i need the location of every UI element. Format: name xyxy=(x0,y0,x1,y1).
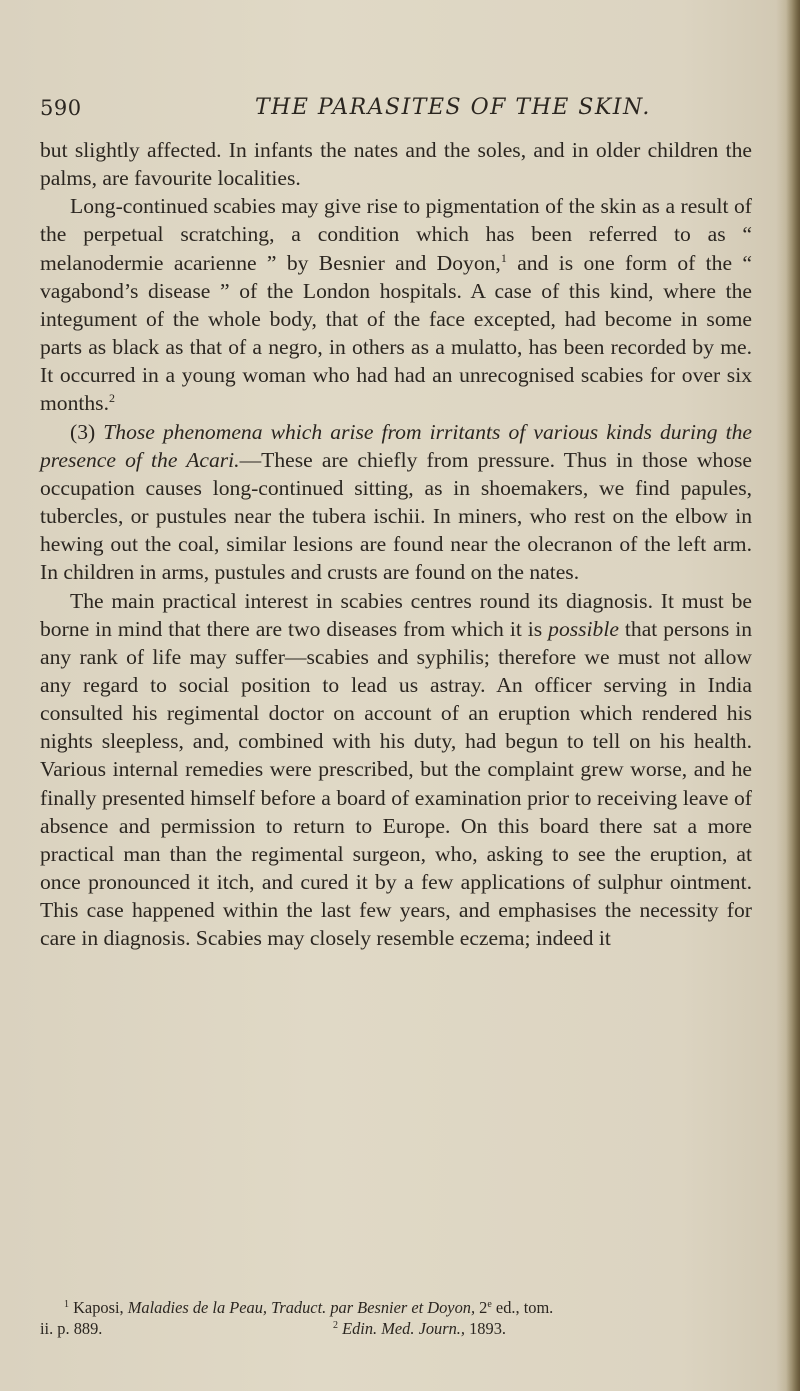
body-text xyxy=(40,136,752,953)
footnotes xyxy=(40,1297,752,1339)
footnote-ref-2[interactable]: 2 xyxy=(109,391,115,406)
section-heading-irritants: Those phenomena which arise from irritants of various kinds during the presence of the Acari. xyxy=(40,419,753,472)
footnote-1: $^1$ Kaposi, Maladies de la Peau, Traduct. par Besnier et Doyon, 2e ed., tom. xyxy=(64,1298,554,1317)
footnote-2: $^2$ Edin. Med. Journ., 1893. xyxy=(333,1319,506,1338)
page-edge-shadow xyxy=(786,0,800,1391)
paragraph-diagnosis: The main practical interest in scabies centres round its diagnosis. It must be borne in mind that there are two diseases from which it is possible that persons in any rank of life may suffer—scabies and syphilis; therefore we must not allow any regard to social position to lead us astray. An officer serving in India consulted his regimental doctor on account of an eruption which rendered his nights sleepless, and, combined with his duty, had begun to tell on his health. Various internal remedies were prescribed, but the complaint grew worse, and he finally presented himself before a board of examination prior to receiving leave of absence and permission to return to Europe. On this board there sat a more practical man than the regimental surgeon, who, asking to see the eruption, at once pronounced it itch, and cured it by a few applications of sulphur ointment. This case happened within the last few years, and emphasises the necessity for care in diagnosis. Scabies may closely resemble eczema; indeed it xyxy=(40,588,752,951)
paragraph-irritants: (3) Those phenomena which arise from irritants of various kinds during the presence of the Acari.—These are chiefly from pressure. Thus in those whose occupation causes long-continued sitting, as in shoemakers, we find papules, tubercles, or pustules near the tubera ischii. In miners, who rest on the elbow in hewing out the coal, similar lesions are found near the olecranon of the left arm. In children in arms, pustules and crusts are found on the nates. xyxy=(40,419,753,585)
page-header xyxy=(40,96,740,126)
footnote-ref-1[interactable]: 1 xyxy=(500,250,507,265)
running-title: THE PARASITES OF THE SKIN. xyxy=(255,95,651,120)
paragraph-pigmentation: Long-continued scabies may give rise to pigmentation of the skin as a result of the perpetual scratching, a condition which has been referred to as “ melanodermie acarienne ” by Besnier and Doyon,$^1$ and is one form of the “ vagabond’s disease ” of the London hospitals. A case of this kind, where the integument of the whole body, that of the face excepted, had become in some parts as black as that of a negro, in others as a mulatto, has been recorded by me. It occurred in a young woman who had had an unrecognised scabies for over six months.$^2$ xyxy=(40,194,752,416)
footnote-1-tail: ii. p. 889. xyxy=(40,1319,103,1338)
footnote-row-2 xyxy=(40,1318,752,1339)
page-number: 590 xyxy=(40,96,82,120)
paragraph-continued: but slightly affected. In infants the nates and the soles, and in older children the palms, are favourite localities. xyxy=(40,138,752,191)
emphasis-possible: possible xyxy=(548,616,619,641)
